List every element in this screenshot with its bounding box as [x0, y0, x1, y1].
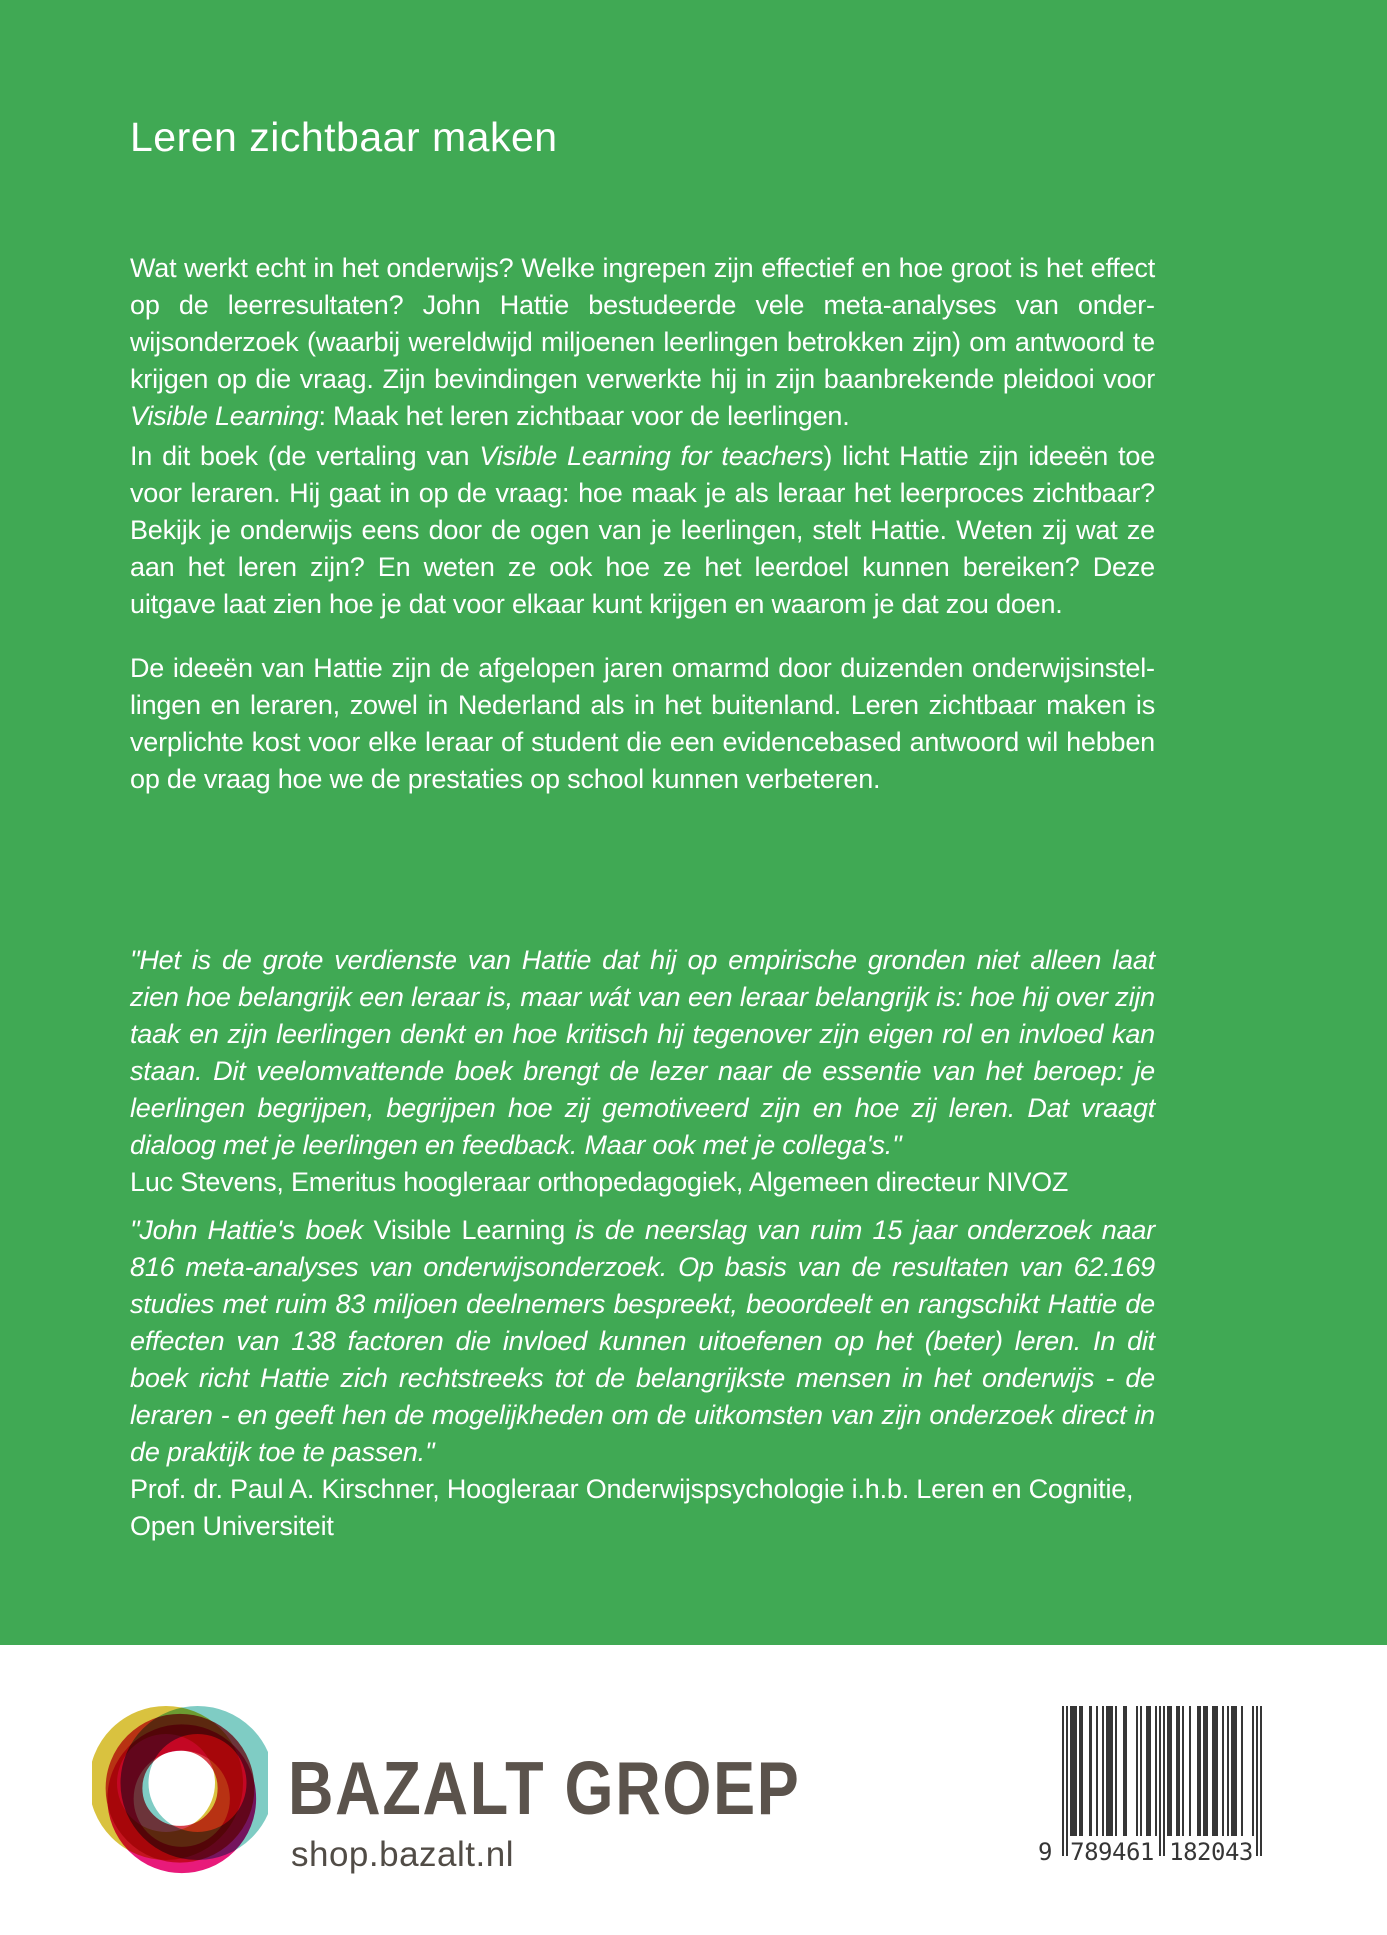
ean-digit-group-1: 789461 — [1070, 1838, 1154, 1866]
quote-text: "John Hattie's boek Visible Learning is de neerslag van ruim 15 jaar onderzoek naar 816 meta-analyses van onderwijsonderzoek. Op basis van de resultaten van 62.169 studies met ruim 83 miljoen deelnemers bespreekt, beoordeelt en rangschikt Hattie de effecten van 138 factoren die invloed kunnen uitoefenen op het (beter) leren. In dit boek richt Hattie zich rechtstreeks tot de belangrijkste mensen in het onderwijs - de leraren - en geeft hen de mogelijkheden om de uitkomsten van zijn onderzoek direct in de praktijk toe te passen." — [130, 1215, 1155, 1467]
page-title: Leren zichtbaar maken — [130, 114, 558, 160]
barcode — [1038, 1706, 1263, 1882]
barcode-digits — [1038, 1836, 1263, 1866]
intro-paragraph-1: Wat werkt echt in het onderwijs? Welke ingrepen zijn effectief en hoe groot is het effect op de leerresultaten? John Hattie bestudeerde vele meta-analyses van onderwijsonderzoek (waarbij wereldwijd miljoenen leerlingen betrokken zijn) om antwoord te krijgen op die vraag. Zijn bevindingen verwerkte hij in zijn baanbrekende pleidooi voor Visible Learning: Maak het leren zichtbaar voor de leerlingen. — [130, 253, 1155, 431]
quote-text: "Het is de grote verdienste van Hattie dat hij op empirische gronden niet alleen laat zien hoe belangrijk een leraar is, maar wát van een leraar belangrijk is: hoe hij over zijn taak en zijn leerlingen denkt en hoe kritisch hij tegenover zijn eigen rol en invloed kan staan. Dit veelomvattende boek brengt de lezer naar de essentie van het beroep: je leerlingen begrijpen, begrijpen hoe zij gemotiveerd zijn en hoe zij leren. Dat vraagt dialoog met je leerlingen en feedback. Maar ook met je collega's." — [130, 945, 1155, 1160]
logo-ring-crimson — [124, 1732, 236, 1844]
publisher-shop-url: shop.bazalt.nl — [291, 1835, 514, 1874]
barcode-bars — [1062, 1706, 1263, 1856]
publisher-footer — [0, 1645, 1387, 1935]
endorsement-quote-2 — [130, 1212, 1155, 1545]
ean-digit-group-2: 182043 — [1169, 1838, 1253, 1866]
quote-attribution: Luc Stevens, Emeritus hoogleraar orthopedagogiek, Algemeen directeur NIVOZ — [130, 1167, 1069, 1197]
publisher-name: BAZALT GROEP — [288, 1746, 801, 1830]
endorsement-quote-1 — [130, 942, 1155, 1201]
bazalt-logo-icon — [92, 1692, 268, 1888]
ean-digit-leading: 9 — [1038, 1838, 1053, 1866]
quote-attribution: Prof. dr. Paul A. Kirschner, Hoogleraar Onderwijspsychologie i.h.b. Leren en Cognitie, Open Universiteit — [130, 1474, 1134, 1541]
intro-paragraph-3: De ideeën van Hattie zijn de afgelopen jaren omarmd door duizenden onderwijsinstellingen en leraren, zowel in Nederland als in het buitenland. Leren zichtbaar maken is verplichte kost voor elke leraar of student die een evidencebased antwoord wil hebben op de vraag hoe we de prestaties op school kunnen verbeteren. — [130, 653, 1155, 794]
intro-paragraph-2: In dit boek (de vertaling van Visible Learning for teachers) licht Hattie zijn ideeën toe voor leraren. Hij gaat in op de vraag: hoe maak je als leraar het leerproces zichtbaar? Bekijk je onderwijs eens door de ogen van je leerlingen, stelt Hattie. Weten zij wat ze aan het leren zijn? En weten ze ook hoe ze het leerdoel kunnen bereiken? Deze uitgave laat zien hoe je dat voor elkaar kunt krijgen en waarom je dat zou doen. — [130, 441, 1156, 619]
